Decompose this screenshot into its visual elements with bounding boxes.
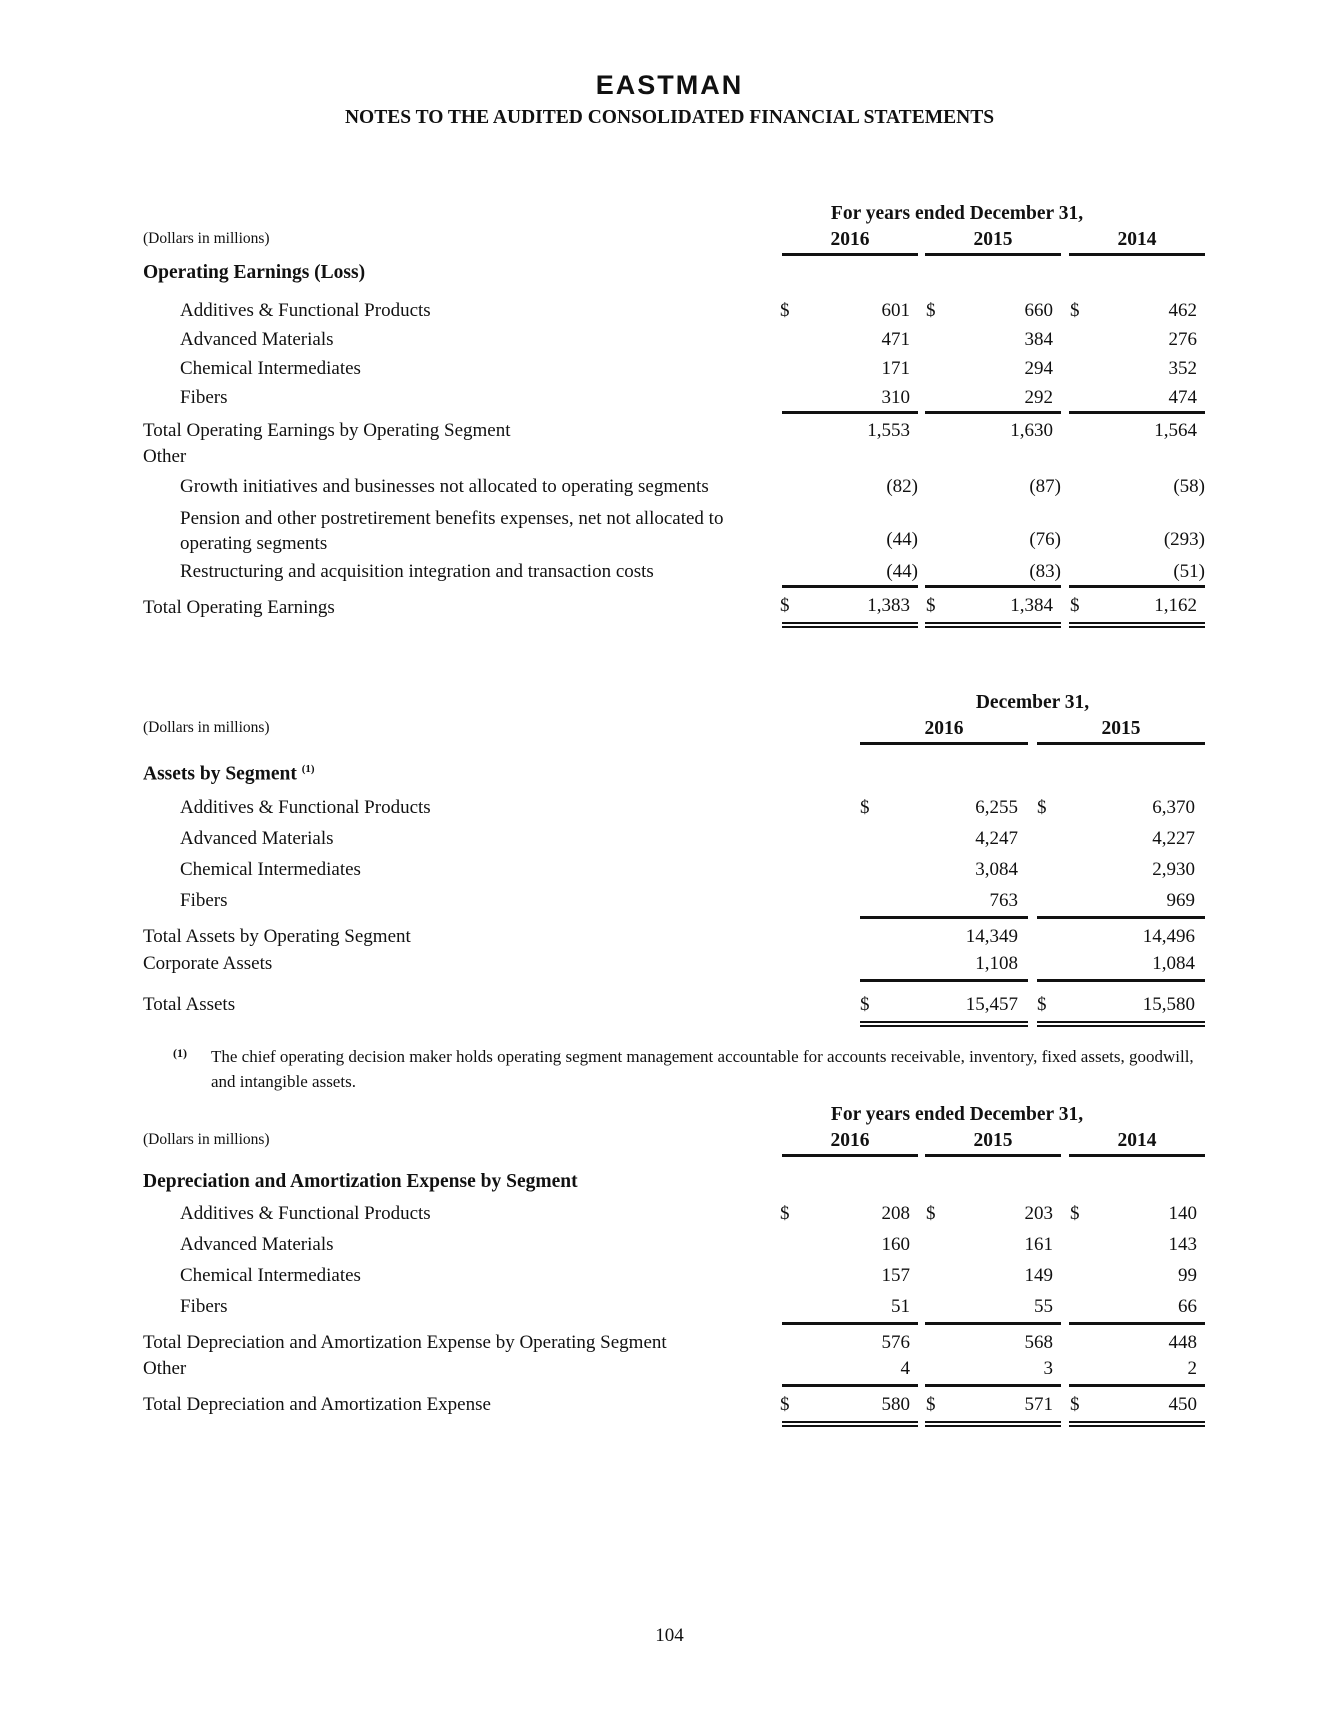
footnote-ref: (1)	[301, 763, 315, 775]
other-value: 3	[1043, 1358, 1053, 1379]
row-label: Advanced Materials	[180, 329, 334, 350]
subtotal-value: 576	[881, 1332, 910, 1353]
total-label: Total Depreciation and Amortization Expense	[143, 1394, 491, 1415]
value-cell: (293)	[1163, 529, 1205, 550]
total-value: 571	[1024, 1394, 1053, 1415]
currency-symbol: $	[780, 300, 790, 321]
value-cell: 292	[1024, 387, 1053, 408]
value-cell: (83)	[1029, 561, 1061, 582]
value-cell: 6,255	[975, 797, 1018, 818]
section-title	[143, 763, 315, 786]
value-cell: 471	[881, 329, 910, 350]
row-label: Additives & Functional Products	[180, 1203, 431, 1224]
corporate-value: 1,108	[975, 953, 1018, 974]
currency-symbol: $	[1070, 1203, 1080, 1224]
period-header: For years ended December 31,	[830, 203, 1084, 224]
row-label-line1: Pension and other postretirement benefits expenses, net not allocated to	[180, 508, 724, 529]
row-label: Advanced Materials	[180, 828, 334, 849]
row-label: Growth initiatives and businesses not allocated to operating segments	[180, 476, 709, 497]
value-cell: 601	[881, 300, 910, 321]
value-cell: 384	[1024, 329, 1053, 350]
value-cell: 352	[1168, 358, 1197, 379]
currency-symbol: $	[926, 595, 936, 616]
value-cell: 149	[1024, 1265, 1053, 1286]
page-title: NOTES TO THE AUDITED CONSOLIDATED FINANCIAL STATEMENTS	[344, 107, 995, 128]
value-cell: 474	[1168, 387, 1197, 408]
row-label: Additives & Functional Products	[180, 300, 431, 321]
total-value: 450	[1168, 1394, 1197, 1415]
row-label: Chemical Intermediates	[180, 358, 361, 379]
year-header-2014: 2014	[1117, 229, 1157, 250]
year-header-2015: 2015	[973, 1130, 1013, 1151]
total-value: 1,162	[1154, 595, 1197, 616]
year-header-2014: 2014	[1117, 1130, 1157, 1151]
section-title-text: Assets by Segment	[143, 763, 297, 785]
subtotal-label: Total Depreciation and Amortization Expense by Operating Segment	[143, 1332, 667, 1353]
units-label: (Dollars in millions)	[143, 1131, 270, 1148]
value-cell: (87)	[1029, 476, 1061, 497]
section-title: Operating Earnings (Loss)	[143, 262, 366, 283]
other-label: Other	[143, 446, 187, 467]
total-value: 580	[881, 1394, 910, 1415]
value-cell: 763	[989, 890, 1018, 911]
subtotal-value: 14,349	[965, 926, 1018, 947]
subtotal-value: 1,564	[1154, 420, 1197, 441]
page-number: 104	[655, 1625, 684, 1646]
row-label: Fibers	[180, 890, 228, 911]
total-value: 1,384	[1010, 595, 1053, 616]
value-cell: 276	[1168, 329, 1197, 350]
row-label: Advanced Materials	[180, 1234, 334, 1255]
value-cell: 140	[1168, 1203, 1197, 1224]
subtotal-value: 448	[1168, 1332, 1197, 1353]
units-label: (Dollars in millions)	[143, 719, 270, 736]
value-cell: (76)	[1029, 529, 1061, 550]
year-header-2016: 2016	[830, 229, 870, 250]
total-value: 15,580	[1142, 994, 1195, 1015]
period-header: December 31,	[975, 692, 1090, 713]
row-label: Chemical Intermediates	[180, 859, 361, 880]
other-value: 4	[900, 1358, 910, 1379]
value-cell: (44)	[886, 561, 918, 582]
currency-symbol: $	[860, 797, 870, 818]
value-cell: 310	[881, 387, 910, 408]
other-label: Other	[143, 1358, 187, 1379]
currency-symbol: $	[780, 1203, 790, 1224]
subtotal-value: 568	[1024, 1332, 1053, 1353]
value-cell: 157	[881, 1265, 910, 1286]
currency-symbol: $	[1070, 1394, 1080, 1415]
subtotal-label: Total Assets by Operating Segment	[143, 926, 411, 947]
corporate-label: Corporate Assets	[143, 953, 273, 974]
row-label: Fibers	[180, 1296, 228, 1317]
total-label: Total Operating Earnings	[143, 597, 335, 618]
currency-symbol: $	[1037, 994, 1047, 1015]
value-cell: 4,247	[975, 828, 1018, 849]
row-label: Restructuring and acquisition integration and transaction costs	[180, 561, 654, 582]
value-cell: 203	[1024, 1203, 1053, 1224]
value-cell: (44)	[886, 529, 918, 550]
value-cell: 2,930	[1152, 859, 1195, 880]
period-header: For years ended December 31,	[830, 1104, 1084, 1125]
currency-symbol: $	[780, 595, 790, 616]
currency-symbol: $	[926, 1203, 936, 1224]
row-label: Fibers	[180, 387, 228, 408]
value-cell: 4,227	[1152, 828, 1195, 849]
total-value: 1,383	[867, 595, 910, 616]
currency-symbol: $	[1070, 300, 1080, 321]
currency-symbol: $	[780, 1394, 790, 1415]
value-cell: 171	[881, 358, 910, 379]
value-cell: 143	[1168, 1234, 1197, 1255]
year-header-2016: 2016	[924, 718, 964, 739]
value-cell: 51	[891, 1296, 910, 1317]
subtotal-label: Total Operating Earnings by Operating Segment	[143, 420, 511, 441]
subtotal-value: 14,496	[1142, 926, 1195, 947]
value-cell: 294	[1024, 358, 1053, 379]
year-header-2016: 2016	[830, 1130, 870, 1151]
total-value: 15,457	[965, 994, 1018, 1015]
currency-symbol: $	[926, 300, 936, 321]
units-label: (Dollars in millions)	[143, 230, 270, 247]
value-cell: 55	[1034, 1296, 1053, 1317]
subtotal-value: 1,553	[867, 420, 910, 441]
value-cell: (82)	[886, 476, 918, 497]
value-cell: 660	[1024, 300, 1053, 321]
value-cell: (51)	[1173, 561, 1205, 582]
value-cell: (58)	[1173, 476, 1205, 497]
currency-symbol: $	[1037, 797, 1047, 818]
section-title: Depreciation and Amortization Expense by Segment	[143, 1171, 578, 1192]
value-cell: 3,084	[975, 859, 1018, 880]
year-header-2015: 2015	[973, 229, 1013, 250]
value-cell: 462	[1168, 300, 1197, 321]
total-label: Total Assets	[143, 994, 236, 1015]
value-cell: 161	[1024, 1234, 1053, 1255]
value-cell: 6,370	[1152, 797, 1195, 818]
value-cell: 208	[881, 1203, 910, 1224]
corporate-value: 1,084	[1152, 953, 1195, 974]
value-cell: 160	[881, 1234, 910, 1255]
currency-symbol: $	[860, 994, 870, 1015]
year-header-2015: 2015	[1101, 718, 1141, 739]
other-value: 2	[1187, 1358, 1197, 1379]
footnote-mark: (1)	[173, 1046, 187, 1060]
footnote-text: The chief operating decision maker holds operating segment management accountable for accounts receivable, inventory, fixed assets, goodwill, and intangible assets.	[211, 1047, 1194, 1091]
row-label: Chemical Intermediates	[180, 1265, 361, 1286]
value-cell: 66	[1178, 1296, 1197, 1317]
row-label: Additives & Functional Products	[180, 797, 431, 818]
value-cell: 969	[1166, 890, 1195, 911]
value-cell: 99	[1178, 1265, 1197, 1286]
currency-symbol: $	[1070, 595, 1080, 616]
company-logo: EASTMAN	[595, 70, 744, 100]
currency-symbol: $	[926, 1394, 936, 1415]
row-label-line2: operating segments	[180, 533, 328, 554]
subtotal-value: 1,630	[1010, 420, 1053, 441]
